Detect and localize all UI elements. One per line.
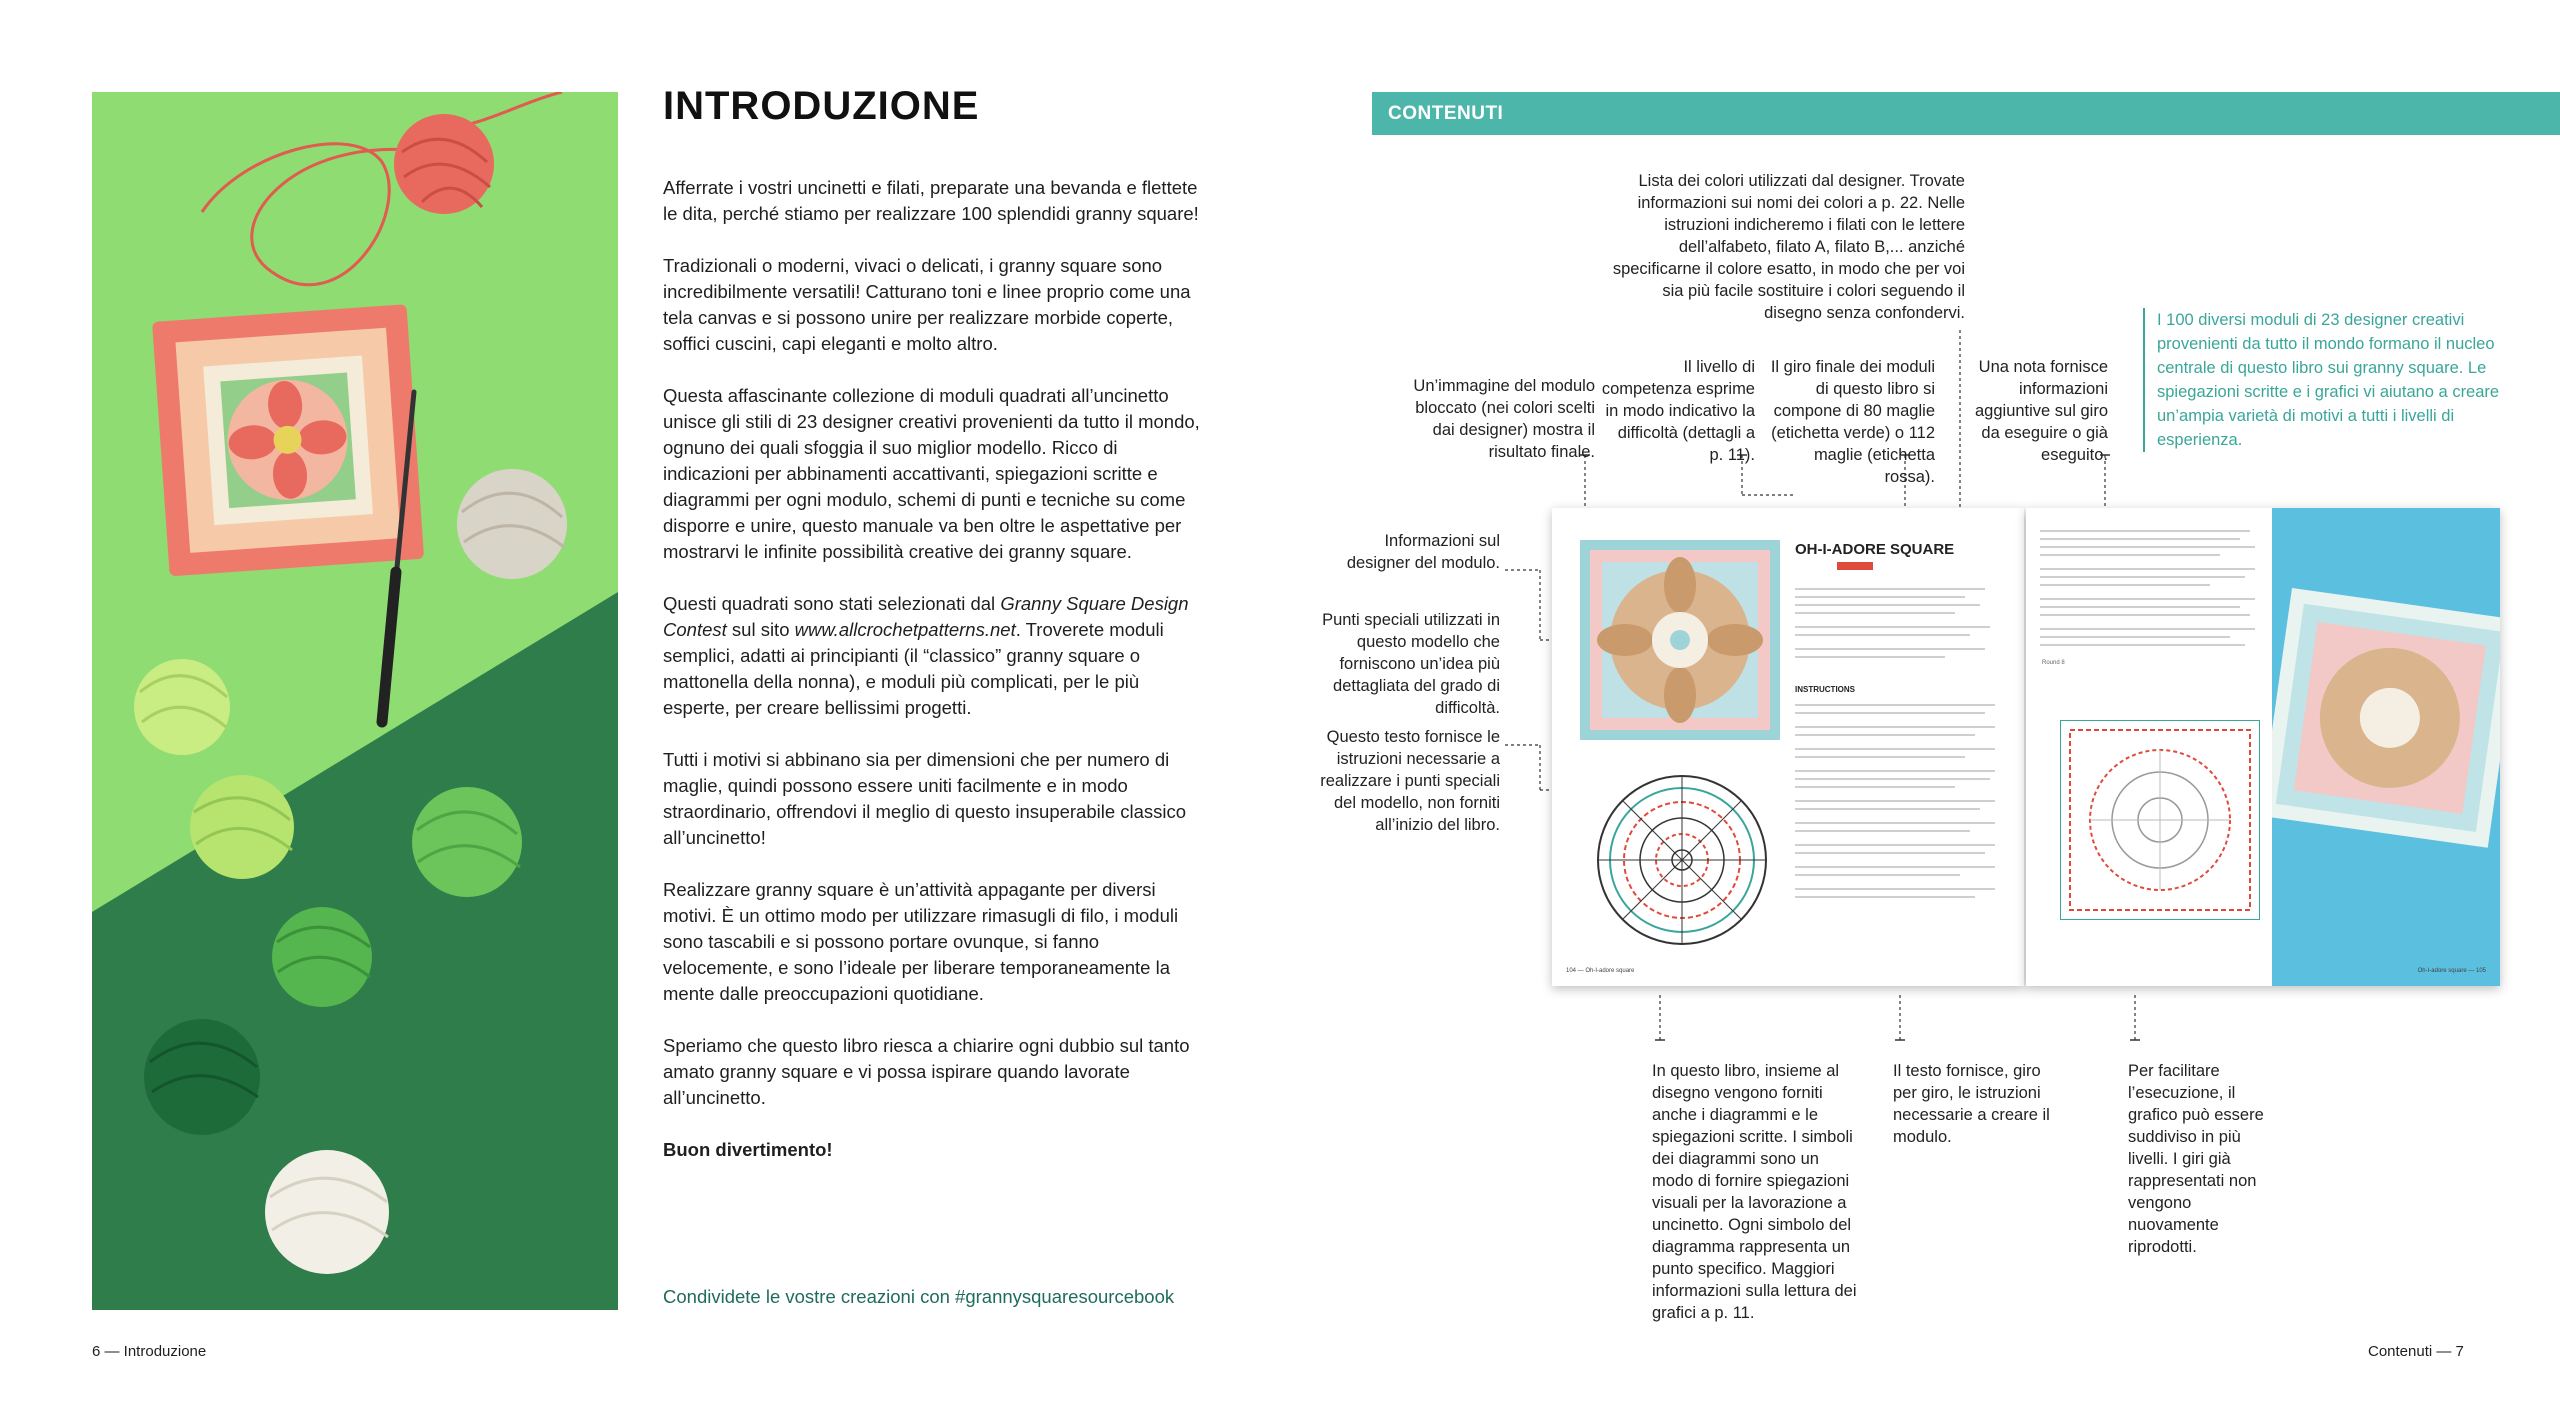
mockup-folio-right: Oh-I-adore square — 105 xyxy=(2417,968,2486,974)
mockup-text-line xyxy=(1795,604,1980,606)
mockup-text-line xyxy=(2040,628,2255,630)
mockup-text-line xyxy=(2040,568,2255,570)
mockup-text-line xyxy=(1795,748,1995,750)
annotation-final-round: Il giro finale dei moduli di questo libro si compone di 80 maglie (etichetta verde) o 112 maglie (etichetta rossa). xyxy=(1770,358,1935,486)
mockup-text-line xyxy=(1795,800,1995,802)
annotation-level: Il livello di competenza esprime in modo indicativo la difficoltà (dettagli a p. 11). xyxy=(1601,358,1755,464)
mockup-text-line xyxy=(1795,648,1985,650)
section-bar: CONTENUTI xyxy=(1372,92,2560,135)
contest-site: www.allcrochetpatterns.net xyxy=(794,619,1016,640)
mockup-text-line xyxy=(1795,770,1995,772)
closing-line: Buon divertimento! xyxy=(663,1139,833,1160)
intro-paragraph: Questa affascinante collezione di moduli quadrati all’uncinetto unisce gli stili di 23 designer creativi provenienti da tutto il mondo, ognuno dei quali sfoggia il suo miglior modello. Ricco di indicazioni per abbinamenti accattivanti, spiegazioni scritte e diagrammi per ogni modulo, schemi di punti e tecniche su come disporre e unire, questo manuale va ben oltre le aspettative per mostrarvi le infinite possibilità creative dei granny square. xyxy=(663,385,1200,562)
annotation-diagrams: In questo libro, insieme al disegno vengono forniti anche i diagrammi e le spiegazioni scritte. I simboli dei diagrammi sono un modo di fornire spiegazioni visuali per la lavorazione a uncinetto. Ogni simbolo del diagramma rappresenta un punto specifico. Maggiori informazioni sulla lettura dei grafici a p. 11. xyxy=(1652,1062,1857,1322)
mockup-text-line xyxy=(1795,808,1980,810)
mockup-text-line xyxy=(1795,786,1955,788)
annotation-image: Un’immagine del modulo bloccato (nei colori scelti dai designer) mostra il risultato finale. xyxy=(1413,377,1595,461)
mockup-text-line xyxy=(1795,866,1995,868)
intro-paragraph: Tutti i motivi si abbinano sia per dimensioni che per numero di maglie, quindi possono essere uniti facilmente e in modo straordinario, offrendovi il meglio di questo insuperabile classico all’uncinetto! xyxy=(663,749,1187,848)
mockup-round-marker: Round 8 xyxy=(2042,660,2065,666)
mockup-text-line xyxy=(2040,584,2210,586)
mockup-folio-left: 104 — Oh-I-adore square xyxy=(1566,968,1635,974)
intro-paragraph: Tradizionali o moderni, vivaci o delicati, i granny square sono incredibilmente versatili! Catturano toni e linee proprio come una tela canvas e si possono unire per realizzare morbide coperte, soffici cuscini, capi eleganti e molto altro. xyxy=(663,255,1191,354)
mockup-text-line xyxy=(1795,704,1995,706)
mockup-text-line xyxy=(2040,546,2255,548)
mockup-text-line xyxy=(1795,830,1970,832)
mockup-text-line xyxy=(2040,538,2240,540)
mockup-text-line xyxy=(2040,530,2250,532)
mockup-left-page xyxy=(1552,508,2024,986)
mockup-text-line xyxy=(1795,656,1945,658)
mockup-right-page xyxy=(2026,508,2500,986)
mockup-text-line xyxy=(1795,734,1975,736)
page-title: INTRODUZIONE xyxy=(663,84,980,128)
mockup-level-tag xyxy=(1837,562,1873,570)
mockup-text-line xyxy=(1795,874,1960,876)
hashtag-line: Condividete le vostre creazioni con #grannysquaresourcebook xyxy=(663,1286,1175,1307)
annotation-extra-note: Una nota fornisce informazioni aggiuntive sul giro da eseguire o già eseguito. xyxy=(1975,358,2108,464)
mockup-instructions-label: INSTRUCTIONS xyxy=(1795,685,1855,694)
mockup-text-line xyxy=(1795,896,1975,898)
mockup-text-line xyxy=(2040,554,2220,556)
mockup-text-line xyxy=(1795,726,1995,728)
mockup-text-line xyxy=(1795,634,1970,636)
mockup-text-line xyxy=(1795,822,1995,824)
mockup-text-line xyxy=(2040,636,2230,638)
book-mockup xyxy=(1552,508,2500,986)
contest-text-after: . Troverete moduli semplici, adatti ai principianti (il “classico” granny square o mattonella della nonna), e moduli più complicati, per le più esperte, per creare bellissimi progetti. xyxy=(663,619,1164,718)
mockup-square-photo xyxy=(1580,540,1780,740)
mockup-text-line xyxy=(2040,614,2250,616)
mockup-text-line xyxy=(1795,844,1995,846)
mockup-text-line xyxy=(1795,612,1955,614)
mockup-text-line xyxy=(1795,588,1985,590)
mockup-text-line xyxy=(1795,852,1985,854)
mockup-text-line xyxy=(1795,888,1995,890)
mockup-text-line xyxy=(2040,606,2240,608)
annotation-designer-info: Informazioni sul designer del modulo. xyxy=(1346,532,1500,572)
mockup-text-line xyxy=(1795,756,1965,758)
intro-paragraph: Afferrate i vostri uncinetti e filati, preparate una bevanda e flettete le dita, perché stiamo per realizzare 100 splendidi granny square! xyxy=(663,177,1199,224)
folio-right: Contenuti — 7 xyxy=(2368,1343,2464,1360)
annotation-layers: Per facilitare l’esecuzione, il grafico può essere suddiviso in più livelli. I giri già rappresentati non vengono nuovamente riprodotti. xyxy=(2128,1062,2264,1256)
intro-paragraph: Speriamo che questo libro riesca a chiarire ogni dubbio sul tanto amato granny square e vi possa ispirare quando lavorate all’uncinetto. xyxy=(663,1035,1190,1108)
annotation-instructions-text: Questo testo fornisce le istruzioni necessarie a realizzare i punti speciali del modello, non forniti all’inizio del libro. xyxy=(1320,728,1500,834)
mockup-text-line xyxy=(1795,596,1965,598)
annotation-special-stitches: Punti speciali utilizzati in questo modello che forniscono un’idea più dettagliata del grado di difficoltà. xyxy=(1322,611,1500,717)
annotation-colors-list: Lista dei colori utilizzati dal designer. Trovate informazioni sui nomi dei colori a p. 22. Nelle istruzioni indicheremo i filati con le lettere dell’alfabeto, filato A, filato B,... anziché specificarne il colore esatto, in modo che per voi sia più facile sostituire i colori seguendo il disegno senza confondervi. xyxy=(1612,172,1965,322)
mockup-layer-diagram xyxy=(2060,720,2260,920)
mockup-chart-diagram xyxy=(1592,770,1772,950)
contest-name: Granny Square Design Contest xyxy=(663,593,1189,640)
contest-text-before: Questi quadrati sono stati selezionati dal xyxy=(663,593,1001,614)
annotation-round-by-round: Il testo fornisce, giro per giro, le istruzioni necessarie a creare il modulo. xyxy=(1893,1062,2050,1146)
mockup-text-line xyxy=(2040,644,2245,646)
mockup-text-line xyxy=(2040,576,2245,578)
folio-left: 6 — Introduzione xyxy=(92,1343,207,1360)
teal-summary-note: I 100 diversi moduli di 23 designer creativi provenienti da tutto il mondo formano il nucleo centrale di questo libro sui granny square. Le spiegazioni scritte e i grafici vi aiutano a creare un’ampia varietà di motivi a tutti i livelli di esperienza. xyxy=(2143,308,2503,452)
intro-paragraph: Realizzare granny square è un’attività appagante per diversi motivi. È un ottimo modo per utilizzare rimasugli di filo, i moduli sono tascabili e si possono portare ovunque, si fanno velocemente, e sono l’ideale per liberare temporaneamente la mente dalle preoccupazioni quotidiane. xyxy=(663,879,1179,1004)
mockup-text-line xyxy=(2040,598,2255,600)
mockup-text-line xyxy=(1795,626,1990,628)
mockup-title: OH-I-ADORE SQUARE xyxy=(1795,541,1955,558)
contest-text-middle: sul sito xyxy=(726,619,795,640)
mockup-right-photo xyxy=(2272,508,2500,986)
mockup-text-line xyxy=(1795,712,1985,714)
mockup-text-line xyxy=(1795,778,1990,780)
